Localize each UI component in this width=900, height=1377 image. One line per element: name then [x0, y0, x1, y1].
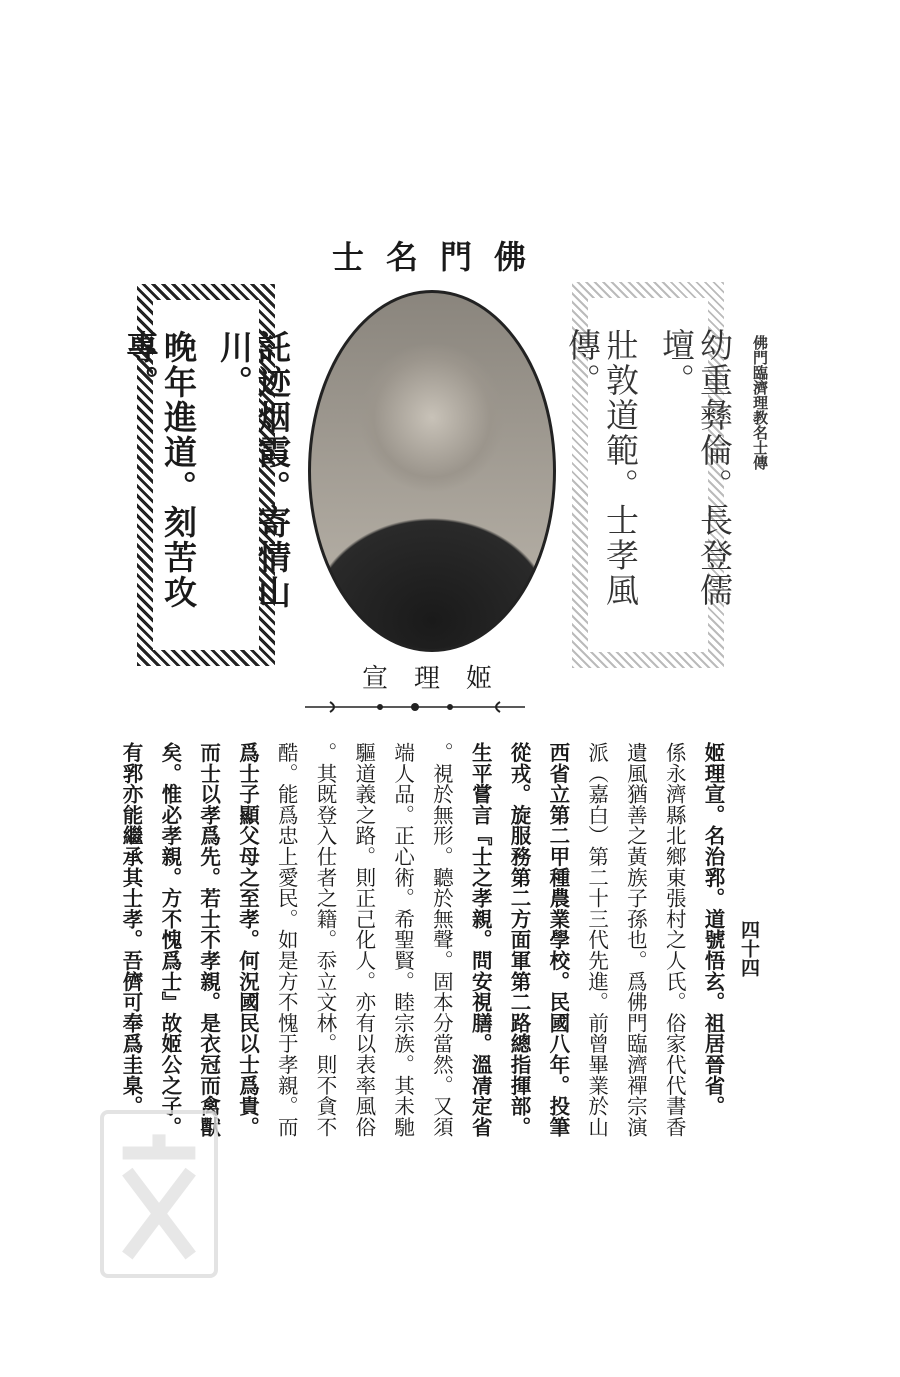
- portrait-photo: [308, 290, 556, 652]
- side-running-title: 佛門臨濟理教名士傳: [751, 335, 769, 470]
- text-column: 爲士子顯父母之至孝。何況國民以士爲貴。: [235, 742, 260, 1138]
- ornamental-divider: [300, 700, 530, 714]
- text-column: 派（嘉白）第二十三代先進。前曾畢業於山: [584, 742, 609, 1138]
- text-column: 從戎。旋服務第二方面軍第二路總指揮部。: [507, 742, 532, 1138]
- text-column: 遺風猶善之黃族子孫也。爲佛門臨濟禪宗演: [623, 742, 648, 1138]
- text-column: 酷。能爲忠上愛民。如是方不愧于孝親。而: [274, 742, 299, 1138]
- page-title: 佛門名士: [331, 238, 548, 276]
- motto-line: 晚年進道。刻苦攻專。: [121, 330, 198, 610]
- text-column: 。其既登入仕者之籍。忝立文林。則不貪不: [313, 742, 338, 1138]
- text-column: 西省立第二甲種農業學校。民國八年。投筆: [545, 742, 570, 1138]
- text-column: 驅道義之路。則正己化人。亦有以表率風俗: [351, 742, 376, 1138]
- text-column: 有郛亦能繼承其士孝。吾儕可奉爲圭臬。: [119, 742, 144, 1117]
- text-column: 而士以孝爲先。若士不孝親。是衣冠而禽獸: [196, 742, 221, 1138]
- text-column: 姬理宣。名治郛。道號悟玄。祖居晉省。: [701, 742, 725, 1117]
- left-motto-panel: [121, 284, 292, 666]
- right-motto-panel: [563, 282, 734, 668]
- motto-line: 託迹烟霞。寄情山川。: [215, 330, 292, 610]
- motto-line: 幼重彝倫。長登儒壇。: [657, 328, 734, 608]
- text-column: 生平嘗言『士之孝親。問安視膳。溫凊定省: [468, 742, 493, 1138]
- motto-line: 壯敦道範。士孝風傳。: [563, 328, 640, 608]
- text-column: 係永濟縣北鄉東張村之人氏。俗家代代書香: [662, 742, 687, 1138]
- text-column: 端人品。正心術。希聖賢。睦宗族。其未馳: [390, 742, 415, 1138]
- text-column: 矣。惟必孝親。方不愧爲士』故姬公之子。: [157, 742, 182, 1138]
- biography-text: [111, 742, 732, 1142]
- text-column: 。視於無形。聽於無聲。固本分當然。又須: [429, 742, 454, 1138]
- page-number: 四十四: [738, 920, 760, 977]
- portrait-caption: 姬理宣: [361, 664, 518, 694]
- watermark-logo: [100, 1110, 218, 1278]
